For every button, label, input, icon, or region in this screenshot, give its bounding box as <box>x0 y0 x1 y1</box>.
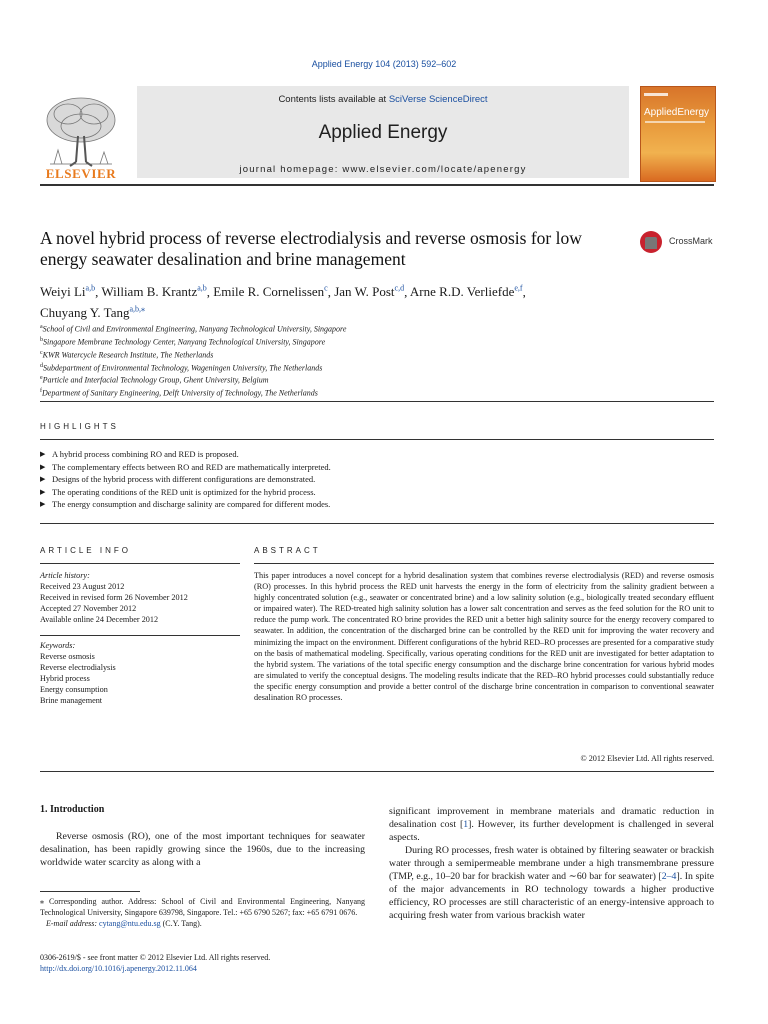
sciencedirect-link[interactable]: SciVerse ScienceDirect <box>388 94 488 105</box>
history-item: Available online 24 December 2012 <box>40 615 159 624</box>
keywords-rule <box>40 635 240 636</box>
header-rule <box>40 184 714 186</box>
triangle-bullet-icon: ▶ <box>40 462 46 471</box>
footnote-rule <box>40 891 140 892</box>
article-title: A novel hybrid process of reverse electrodialysis and reverse osmosis for low energy seawater desalination and brine management <box>40 228 582 269</box>
footnote-star: ⁎ <box>40 897 44 906</box>
list-item: ▶ The operating conditions of the RED unit is optimized for the hybrid process. <box>40 486 316 497</box>
section-rule <box>40 401 714 402</box>
email-label: E-mail address: <box>46 919 98 928</box>
doi-link[interactable]: http://dx.doi.org/10.1016/j.apenergy.2012.11.064 <box>40 964 197 973</box>
triangle-bullet-icon: ▶ <box>40 500 46 508</box>
highlights-label: HIGHLIGHTS <box>40 422 119 431</box>
keyword-item: Brine management <box>40 696 103 705</box>
list-item: ▶ Designs of the hybrid process with different configurations are demonstrated. <box>40 474 316 484</box>
keywords <box>40 640 240 706</box>
history-item: Received 23 August 2012 <box>40 582 125 591</box>
abstract-copyright: © 2012 Elsevier Ltd. All rights reserved. <box>580 754 714 763</box>
affiliations <box>40 322 640 399</box>
article-info-rule <box>40 563 240 564</box>
author[interactable]: Chuyang Y. Tang$^{a,b,⁎}$ <box>40 304 146 320</box>
section-rule <box>40 523 714 524</box>
issn-doi-block <box>40 952 370 974</box>
contents-line <box>137 94 629 105</box>
section-rule <box>40 771 714 772</box>
author[interactable]: Jan W. Post$^{c,d}$ <box>334 284 405 300</box>
journal-citation[interactable]: Applied Energy 104 (2013) 592–602 <box>311 59 457 69</box>
keyword-item: Energy consumption <box>40 685 108 694</box>
affiliation-item: $^d$Subdepartment of Environmental Technology, Wageningen University, The Netherlands <box>40 362 323 373</box>
body-paragraph: Reverse osmosis (RO), one of the most important techniques for seawater desalination, has been rapidly growing since the 1960s, due to the increasing worldwide water scarcity as along with a <box>40 831 365 868</box>
cover-title: AppliedEnergy <box>644 107 710 118</box>
author[interactable]: Emile R. Cornelissen$^c$ <box>213 284 328 300</box>
abstract-label: ABSTRACT <box>254 546 321 555</box>
affiliation-item: $^e$Particle and Interfacial Technology Group, Ghent University, Belgium <box>40 375 269 386</box>
journal-homepage[interactable]: journal homepage: www.elsevier.com/locate/apenergy <box>239 164 527 175</box>
list-item: ▶ The energy consumption and discharge salinity are compared for different modes. <box>40 499 331 509</box>
author-list: Weiyi Li$^{a,b}$, William B. Krantz$^{a,b}$, Emile R. Cornelissen$^c$, Jan W. Post$^{c,d}$, Arne R.D. Verliefde$^{e,f}$, Chuyang Y. Tang$^{a,b,⁎}$ <box>40 284 526 320</box>
body-paragraph: significant improvement in membrane materials and dramatic reduction in desalination cost [1]. However, its further development is challenged in several aspects. <box>389 806 715 843</box>
keyword-item: Reverse osmosis <box>40 652 95 661</box>
journal-cover-thumbnail <box>640 86 716 182</box>
keywords-label: Keywords: <box>40 641 76 650</box>
section-heading: 1. Introduction <box>40 804 105 815</box>
triangle-bullet-icon: ▶ <box>40 475 46 483</box>
crossmark-label: CrossMark <box>669 236 713 246</box>
abstract-text: This paper introduces a novel concept for a hybrid desalination system that combines reverse electrodialysis (RED) and reverse osmosis (RO) processes. In this hybrid process the RED unit harvests the energy in the form of electricity from the salinity gradient between a highly concentrated solution (e.g., seawater or concentrated brine) and a low salinity solution (e.g., biologically treated secondary effluent or impaired water). The RED-treated high salinity solution has a lower salt concentration and serves as the feed solution for the RO unit to reduce the pump work. The concentrated RO brine provides the RED unit a better high salinity source for the energy recovery compared to seawater. In addition, the concentration of the discharged brine can be controlled by the RED unit for improving the water recovery and minimizing the impact on the environment. Different configurations of the hybrid RED–RO processes are presented for a comparative study on the basis of mathematical modeling. Specifically, various operating conditions for the RED unit are investigated for better adaptation to the hybrid system. The variations of the total specific energy consumption and the discharge brine concentration for various hybrid modes are simulated to verify the conceptual designs. The modeling results indicate that the RED–RO hybrid processes could substantially reduce the specific energy consumption and provide a better control of the discharge brine concentration in comparison to conventional seawater desalination RO processes. <box>254 571 714 703</box>
crossmark-badge[interactable] <box>640 231 730 253</box>
history-item: Received in revised form 26 November 2012 <box>40 593 188 602</box>
author[interactable]: Weiyi Li$^{a,b}$ <box>40 284 96 300</box>
journal-title: Applied Energy <box>318 122 448 143</box>
list-item: ▶ A hybrid process combining RO and RED is proposed. <box>40 449 239 459</box>
email-link[interactable]: cytang@ntu.edu.sg <box>99 919 161 928</box>
journal-header-band <box>137 86 629 178</box>
citation-ref[interactable]: 1 <box>463 819 469 830</box>
body-paragraph: During RO processes, fresh water is obtained by filtering seawater or brackish water through a semipermeable membrane under a high transmembrane pressure (TMP, e.g., 10–20 bar for brackish water and ∼60 bar for seawater) [2–4]. In spite of the major advancements in RO technology towards a higher productive efficiency, RO processes are still characteristic of an energy-intensive approach to acquiring fresh water from various brackish water <box>389 845 714 921</box>
affiliation-item: $^f$Department of Sanitary Engineering, Delft University of Technology, The Netherlands <box>40 388 318 398</box>
affiliation-item: $^b$Singapore Membrane Technology Center, Nanyang Technological University, Singapore <box>40 336 326 347</box>
triangle-bullet-icon: ▶ <box>40 450 46 458</box>
abstract-rule <box>254 563 714 564</box>
author[interactable]: William B. Krantz$^{a,b}$ <box>101 284 207 300</box>
triangle-bullet-icon: ▶ <box>40 487 46 496</box>
elsevier-wordmark: ELSEVIER <box>45 166 117 181</box>
cover-subtitle-bar <box>645 121 705 123</box>
article-history-label: Article history: <box>40 571 90 580</box>
body-column-right <box>389 805 714 922</box>
body-column-left <box>40 830 365 869</box>
history-item: Accepted 27 November 2012 <box>40 604 137 613</box>
article-info-label: ARTICLE INFO <box>40 546 131 555</box>
issn-line: 0306-2619/$ - see front matter © 2012 Elsevier Ltd. All rights reserved. <box>40 953 271 962</box>
corresponding-author-footnote: ⁎ Corresponding author. Address: School of Civil and Environmental Engineering, Nanyang Technological University, Singapore 639798, Singapore. Tel.: +65 6790 5267; fax: +65 6791 0676. E-mail address: cytang@ntu.edu.sg (C.Y. Tang). <box>40 897 365 928</box>
crossmark-icon <box>640 231 662 253</box>
keyword-item: Hybrid process <box>40 674 90 683</box>
highlights-list <box>40 448 640 511</box>
affiliation-item: $^c$KWR Watercycle Research Institute, The Netherlands <box>40 349 214 360</box>
cover-stripe <box>644 93 668 96</box>
contents-prefix: Contents lists available at <box>278 94 389 105</box>
citation-ref[interactable]: 2–4 <box>661 871 677 882</box>
author[interactable]: Arne R.D. Verliefde$^{e,f}$ <box>409 284 523 300</box>
affiliation-item: $^a$School of Civil and Environmental Engineering, Nanyang Technological University, Singapore <box>40 324 347 334</box>
highlights-rule <box>40 439 714 440</box>
article-history <box>40 570 240 625</box>
list-item: ▶ The complementary effects between RO and RED are mathematically interpreted. <box>40 461 331 472</box>
keyword-item: Reverse electrodialysis <box>40 663 116 672</box>
